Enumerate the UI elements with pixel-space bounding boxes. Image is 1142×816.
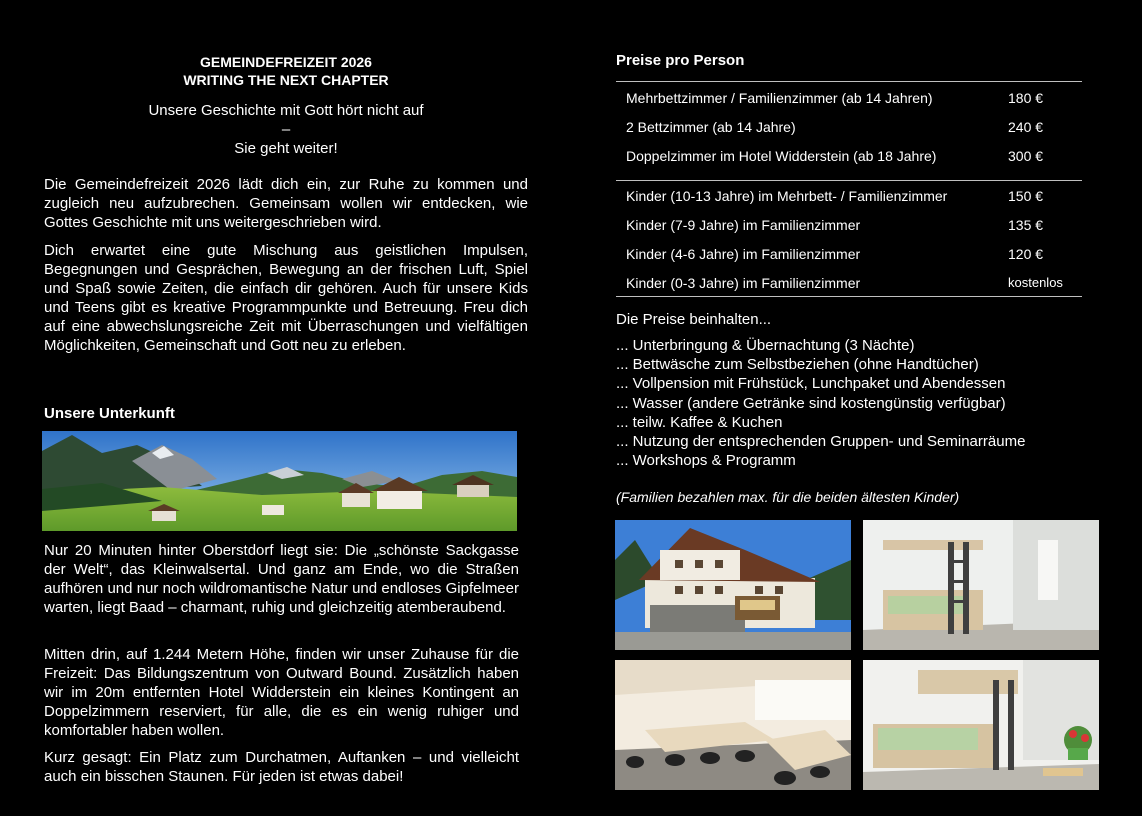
prices-heading: Preise pro Person	[616, 52, 745, 69]
price-label: Kinder (7-9 Jahre) im Familienzimmer	[626, 216, 861, 233]
accommodation-heading: Unsere Unterkunft	[44, 405, 175, 422]
subtitle-line-2: Sie geht weiter!	[234, 140, 338, 157]
table-row	[616, 112, 1082, 141]
price-label: Mehrbettzimmer / Familienzimmer (ab 14 Jahren)	[626, 89, 933, 106]
dining-room-photo	[615, 660, 851, 790]
accommodation-paragraph-1: Nur 20 Minuten hinter Oberstdorf liegt sie: Die „schönste Sackgasse der Welt“, das Kleinwalsertal. Und ganz am Ende, wo die Straßen aufhören und nur noch wildromantische Natur und endloses Gipfelmeer warten, liegt Baad – charmant, ruhig und gleichzeitig atemberaubend.	[44, 542, 519, 616]
subtitle-line-1: Unsere Geschichte mit Gott hört nicht auf	[148, 102, 424, 119]
table-row	[616, 83, 1082, 112]
family-room-photo	[863, 660, 1099, 790]
price-value: kostenlos	[1008, 275, 1063, 290]
accommodation-paragraph-3: Kurz gesagt: Ein Platz zum Durchatmen, Auftanken – und vielleicht auch ein bisschen Staunen. Für jeden ist etwas dabei!	[44, 749, 519, 785]
price-label: Kinder (10-13 Jahre) im Mehrbett- / Familienzimmer	[626, 187, 948, 204]
table-row	[616, 210, 1082, 239]
table-row	[616, 141, 1082, 170]
adult-prices-table	[616, 83, 1082, 170]
prices-top-rule	[616, 81, 1082, 82]
price-label: Kinder (0-3 Jahre) im Familienzimmer	[626, 274, 861, 291]
list-item: ... Wasser (andere Getränke sind kostengünstig verfügbar)	[616, 394, 1006, 412]
title-line-1: GEMEINDEFREIZEIT 2026	[200, 54, 372, 70]
table-row	[616, 239, 1082, 268]
list-item: ... Vollpension mit Frühstück, Lunchpaket und Abendessen	[616, 375, 1006, 393]
list-item: ... Workshops & Programm	[616, 452, 796, 470]
price-value: 120 €	[1008, 245, 1044, 262]
price-value: 300 €	[1008, 147, 1044, 164]
list-item: ... Bettwäsche zum Selbstbeziehen (ohne Handtücher)	[616, 356, 979, 374]
prices-bottom-rule	[616, 296, 1082, 297]
intro-paragraph-2: Dich erwartet eine gute Mischung aus geistlichen Impulsen, Begegnungen und Gesprächen, Bewegung an der frischen Luft, Spiel und Spaß sowie Zeiten, die einfach dir gehören. Auch für unsere Kids und Teens gibt es kreative Programmpunkte und Betreuung. Freu dich auf eine abwechslungsreiche Zeit mit Überraschungen und vielfältigen Möglichkeiten, Gemeinschaft und Gott neu zu erleben.	[44, 242, 528, 354]
table-row	[616, 268, 1082, 297]
includes-heading: Die Preise beinhalten...	[616, 311, 772, 328]
price-label: Kinder (4-6 Jahre) im Familienzimmer	[626, 245, 861, 262]
kids-prices-table	[616, 181, 1082, 297]
table-row	[616, 181, 1082, 210]
intro-paragraph-1: Die Gemeindefreizeit 2026 lädt dich ein, zur Ruhe zu kommen und zugleich neu aufzubrechen. Gemeinsam wollen wir entdecken, wie Gottes Geschichte mit uns weitergeschrieben wird.	[44, 176, 528, 231]
list-item: ... teilw. Kaffee & Kuchen	[616, 413, 783, 431]
price-value: 240 €	[1008, 118, 1044, 135]
title-line-2: WRITING THE NEXT CHAPTER	[183, 72, 389, 88]
price-value: 180 €	[1008, 89, 1044, 106]
list-item: ... Unterbringung & Übernachtung (3 Nächte)	[616, 337, 915, 354]
price-value: 150 €	[1008, 187, 1044, 204]
page-title	[44, 53, 528, 89]
bunk-room-photo	[863, 520, 1099, 650]
subtitle	[44, 101, 528, 158]
panorama-photo	[42, 431, 517, 531]
list-item: ... Nutzung der entsprechenden Gruppen- und Seminarräume	[616, 433, 1026, 451]
price-value: 135 €	[1008, 216, 1044, 233]
subtitle-dash: –	[281, 121, 291, 138]
hotel-building-photo	[615, 520, 851, 650]
price-label: Doppelzimmer im Hotel Widderstein (ab 18 Jahre)	[626, 147, 937, 164]
includes-list	[616, 336, 1025, 470]
family-note: (Familien bezahlen max. für die beiden ältesten Kinder)	[616, 489, 960, 505]
accommodation-paragraph-2: Mitten drin, auf 1.244 Metern Höhe, finden wir unser Zuhause für die Freizeit: Das Bildungszentrum von Outward Bound. Zusätzlich haben wir im 20m entfernten Hotel Widderstein ein kleines Kontingent an Doppelzimmern reserviert, für alle, die es ein wenig ruhiger und komfortabler haben wollen.	[44, 646, 519, 739]
price-label: 2 Bettzimmer (ab 14 Jahre)	[626, 118, 796, 135]
